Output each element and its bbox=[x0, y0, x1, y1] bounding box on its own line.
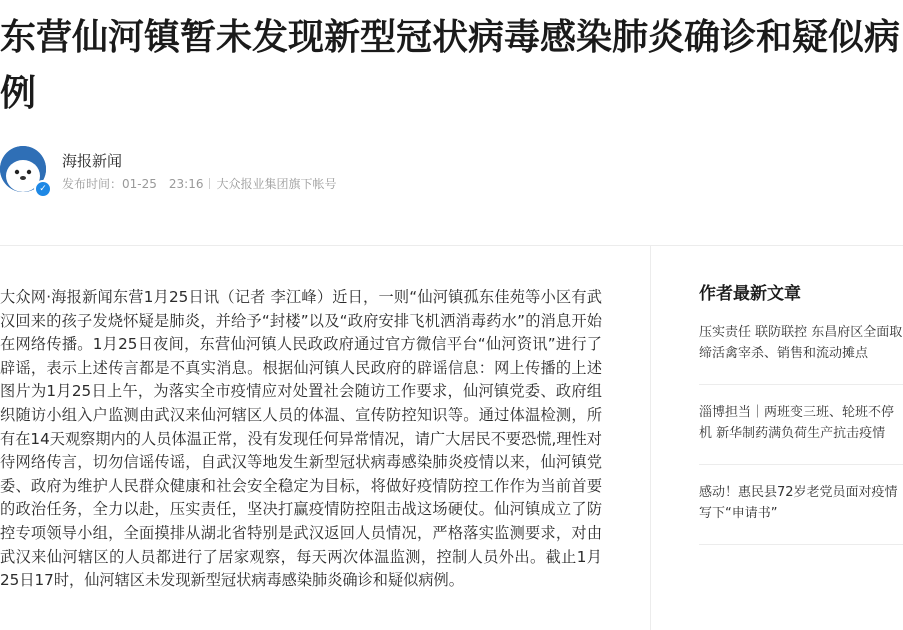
author-name[interactable]: 海报新闻 bbox=[62, 152, 123, 170]
article-meta bbox=[62, 175, 336, 192]
sidebar-article-link[interactable]: 感动！惠民县72岁老党员面对疫情写下“申请书” bbox=[699, 482, 903, 545]
sidebar-article-link[interactable]: 淄博担当｜两班变三班、轮班不停机 新华制药满负荷生产抗击疫情 bbox=[699, 402, 903, 465]
sidebar-title: 作者最新文章 bbox=[699, 284, 801, 304]
publish-time: 01-25 23:16 bbox=[122, 177, 204, 191]
author-block bbox=[0, 146, 600, 196]
article-body: 大众网·海报新闻东营1月25日讯（记者 李江峰）近日，一则“仙河镇孤东佳苑等小区有武汉回来的孩子发烧怀疑是肺炎，并给予“封楼”以及“政府安排飞机洒消毒药水”的消息开始在网络传播。1月25日夜间，东营仙河镇人民政政府通过官方微信平台“仙河资讯”进行了辟谣，表示上述传言都是不真实消息。根据仙河镇人民政府的辟谣信息：网上传播的上述图片为1月25日上午，为落实全市疫情应对处置社会随访工作要求，仙河镇党委、政府组织随访小组入户监测由武汉来仙河辖区人员的体温、宣传防控知识等。通过体温检测，所有在14天观察期内的人员体温正常，没有发现任何异常情况，请广大居民不要恐慌,理性对待网络传言，切勿信谣传谣，自武汉等地发生新型冠状病毒感染肺炎疫情以来，仙河镇党委、政府为维护人民群众健康和社会安全稳定为目标，将做好疫情防控工作作为当前首要的政治任务，全力以赴，压实责任，坚决打赢疫情防控阻击战这场硬仗。仙河镇成立了防控专项领导小组，全面摸排从湖北省特别是武汉返回人员情况，严格落实监测要求，对由武汉来仙河辖区的人员都进行了居家观察，每天两次体温监测，控制人员外出。截止1月25日17时，仙河辖区未发现新型冠状病毒感染肺炎确诊和疑似病例。 bbox=[0, 288, 602, 590]
source-label: 大众报业集团旗下帐号 bbox=[216, 177, 337, 191]
column-divider bbox=[650, 246, 651, 630]
sidebar-article-link[interactable]: 压实责任 联防联控 东昌府区全面取缔活禽宰杀、销售和流动摊点 bbox=[699, 322, 903, 385]
author-latest-articles bbox=[699, 282, 903, 562]
article-title: 东营仙河镇暂未发现新型冠状病毒感染肺炎确诊和疑似病例 bbox=[0, 17, 901, 114]
header-divider bbox=[0, 245, 903, 246]
verified-badge-icon: ✓ bbox=[34, 180, 52, 198]
meta-divider bbox=[209, 178, 210, 189]
publish-label: 发布时间： bbox=[62, 177, 123, 191]
